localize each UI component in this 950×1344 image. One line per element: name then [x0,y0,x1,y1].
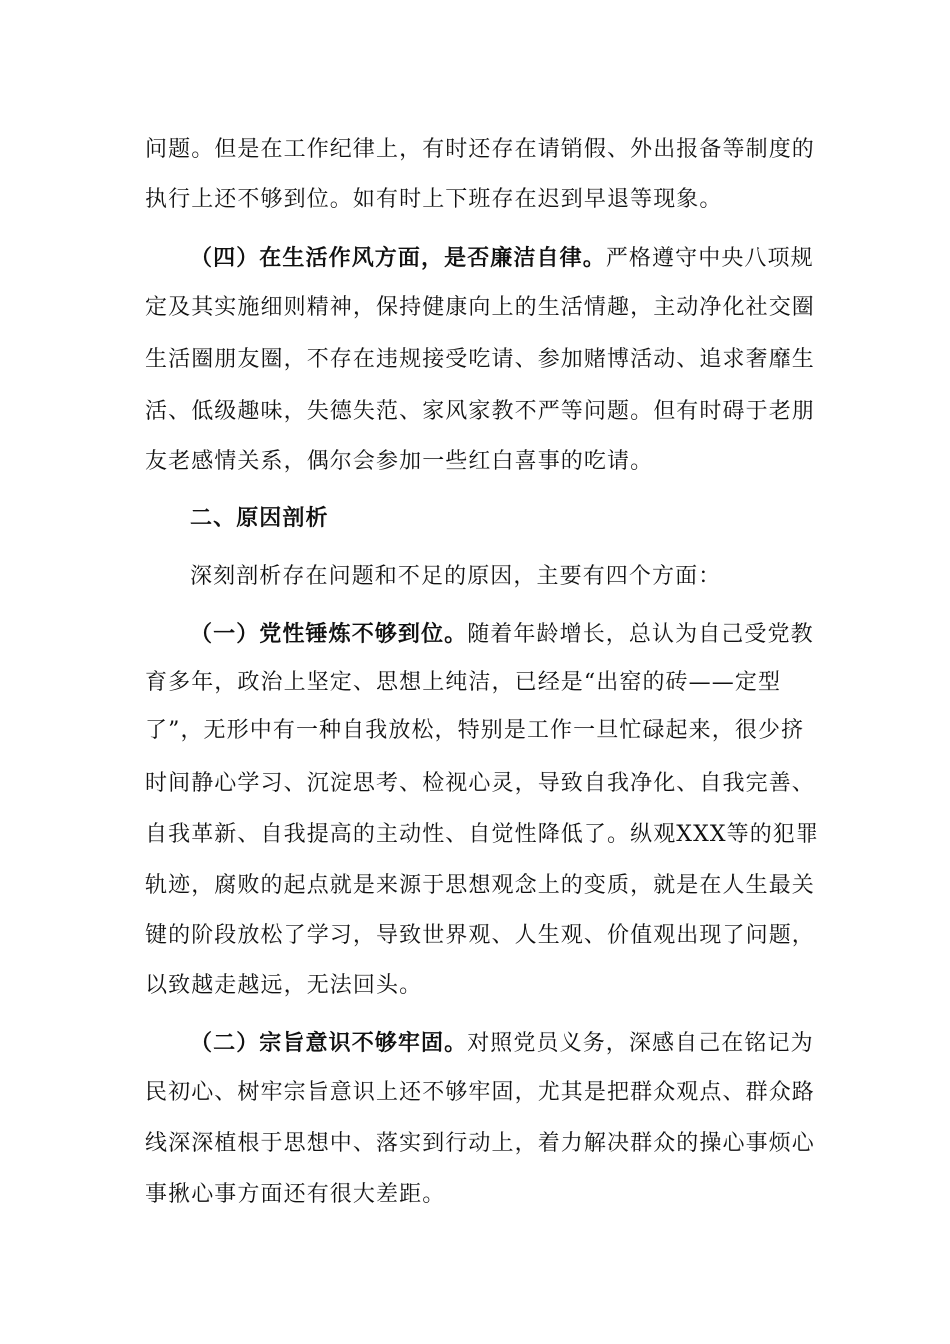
subheading-life-style: （四）在生活作风方面，是否廉洁自律。 [190,245,606,271]
paragraph-heading-line [190,244,814,272]
paragraph-line: 轨迹，腐败的起点就是来源于思想观念上的变质，就是在人生最关 [145,873,815,898]
paragraph-line: 友老感情关系，偶尔会参加一些红白喜事的吃请。 [145,449,654,474]
paragraph-line: 自我革新、自我提高的主动性、自觉性降低了。纵观XXX等的犯罪 [145,822,819,847]
paragraph-line: 时间静心学习、沉淀思考、检视心灵，导致自我净化、自我完善、 [145,771,815,796]
paragraph-text: 对照党员义务，深感自己在铭记为 [467,1031,814,1056]
paragraph-line: 事揪心事方面还有很大差距。 [145,1182,446,1207]
subheading-party-spirit: （一）党性锤炼不够到位。 [190,621,468,647]
paragraph-text: 随着年龄增长，总认为自己受党教 [467,622,814,647]
paragraph-line: 执行上还不够到位。如有时上下班存在迟到早退等现象。 [145,187,723,212]
paragraph-line: 定及其实施细则精神，保持健康向上的生活情趣，主动净化社交圈 [145,295,815,320]
paragraph-line: 键的阶段放松了学习，导致世界观、人生观、价值观出现了问题， [145,923,815,948]
paragraph-line: 了”，无形中有一种自我放松，特别是工作一旦忙碌起来，很少挤 [145,718,805,743]
subheading-purpose-awareness: （二）宗旨意识不够牢固。 [190,1030,468,1056]
paragraph-line: 民初心、树牢宗旨意识上还不够牢固，尤其是把群众观点、群众路 [145,1080,815,1105]
paragraph-text: 严格遵守中央八项规 [605,246,814,271]
paragraph-line: 以致越走越远，无法回头。 [145,973,423,998]
paragraph-line: 生活圈朋友圈，不存在违规接受吃请、参加赌博活动、追求奢靡生 [145,347,815,372]
section-heading: 二、原因剖析 [190,505,329,531]
paragraph-heading-line [190,620,814,648]
paragraph-line: 线深深植根于思想中、落实到行动上，着力解决群众的操心事烦心 [145,1131,815,1156]
paragraph-line: 问题。但是在工作纪律上，有时还存在请销假、外出报备等制度的 [145,137,815,162]
paragraph-line: 深刻剖析存在问题和不足的原因，主要有四个方面： [190,564,722,589]
paragraph-heading-line [190,1029,814,1057]
paragraph-line: 活、低级趣味，失德失范、家风家教不严等问题。但有时碍于老朋 [145,399,815,424]
paragraph-line: 育多年，政治上坚定、思想上纯洁，已经是“出窑的砖——定型 [145,670,782,695]
